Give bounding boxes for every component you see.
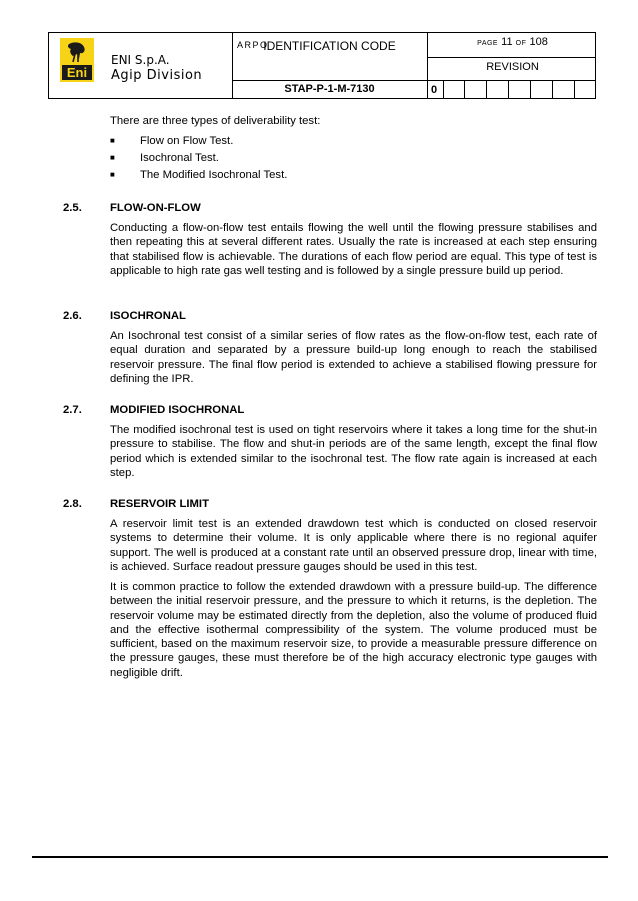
page-number: 11 [501,36,513,48]
section-title: FLOW-ON-FLOW [110,202,201,214]
section-paragraph: A reservoir limit test is an extended drawdown test which is conducted on closed reservoir systems to determine their volume. It is only applicable where there is no regional aquifer support. The well is produced at a constant rate until an observed pressure drop, linear with time, is achieved. Surface readout pressure gauges should be used in this test. [110,518,597,573]
page-indicator [429,36,596,48]
org-name: ARPO [237,40,269,50]
page-label: PAGE [477,40,499,47]
bullet-icon: ■ [110,153,115,162]
division-name: Agip Division [111,68,203,83]
section-paragraph: It is common practice to follow the extended drawdown with a pressure build-up. The difference between the initial reservoir pressure, and the pressure to which it returns, is the depletion. The reservoir volume may be estimated directly from the depletion, also the volume of produced fluid and the effective isothermal compressibility of the system. The volume produced must be sufficient, based on the maximum reservoir size, to provide a measurable pressure difference on the pressure gauges, these must therefore be of the high accuracy electronic type gauges with negligible drift. [110,581,597,679]
bullet-item: ■ Flow on Flow Test. [110,135,234,147]
revision-label: REVISION [486,61,539,73]
document-header [48,32,596,99]
of-label: OF [515,40,527,47]
bullet-item: ■ The Modified Isochronal Test. [110,169,288,181]
identification-code: STAP-P-1-M-7130 [284,83,375,95]
section-number: 2.8. [63,498,82,510]
section-title: RESERVOIR LIMIT [110,498,209,510]
section-title: MODIFIED ISOCHRONAL [110,404,245,416]
section-number: 2.7. [63,404,82,416]
section-paragraph: An Isochronal test consist of a similar series of flow rates as the flow-on-flow test, each rate of equal duration and separated by a pressure build-up long enough to reach the stabilised reservoir pressure. The final flow period is extended to achieve a stabilised flowing pressure for defining the IPR. [110,330,597,385]
revision-value: 0 [431,84,438,96]
section-title: ISOCHRONAL [110,310,186,322]
bullet-item: ■ Isochronal Test. [110,152,219,164]
section-number: 2.6. [63,310,82,322]
section-paragraph: Conducting a flow-on-flow test entails flowing the well until the flowing pressure stabilises and then repeating this at several different rates. Usually the rate is increased at each step ensuring that stabilised flow is achievable. The durations of each flow period are equal. This type of test is applicable to high rate gas well testing and is followed by a single pressure build up period. [110,222,597,277]
section-number: 2.5. [63,202,82,214]
footer-rule [32,856,608,858]
bullet-icon: ■ [110,136,115,145]
eni-logo [60,38,94,82]
page-total: 108 [529,36,548,48]
intro-text: There are three types of deliverability test: [110,115,321,127]
section-paragraph: The modified isochronal test is used on tight reservoirs where it takes a long time for the shut-in pressure to stabilise. The flow and shut-in periods are of the same length, except the final flow period which is extended similar to the isochronal test. The flow rate again is increased at each step. [110,424,597,479]
svg-text:Eni: Eni [66,65,88,80]
company-name: ENI S.p.A. [111,53,170,67]
identification-label: IDENTIFICATION CODE [263,39,396,53]
bullet-icon: ■ [110,170,115,179]
